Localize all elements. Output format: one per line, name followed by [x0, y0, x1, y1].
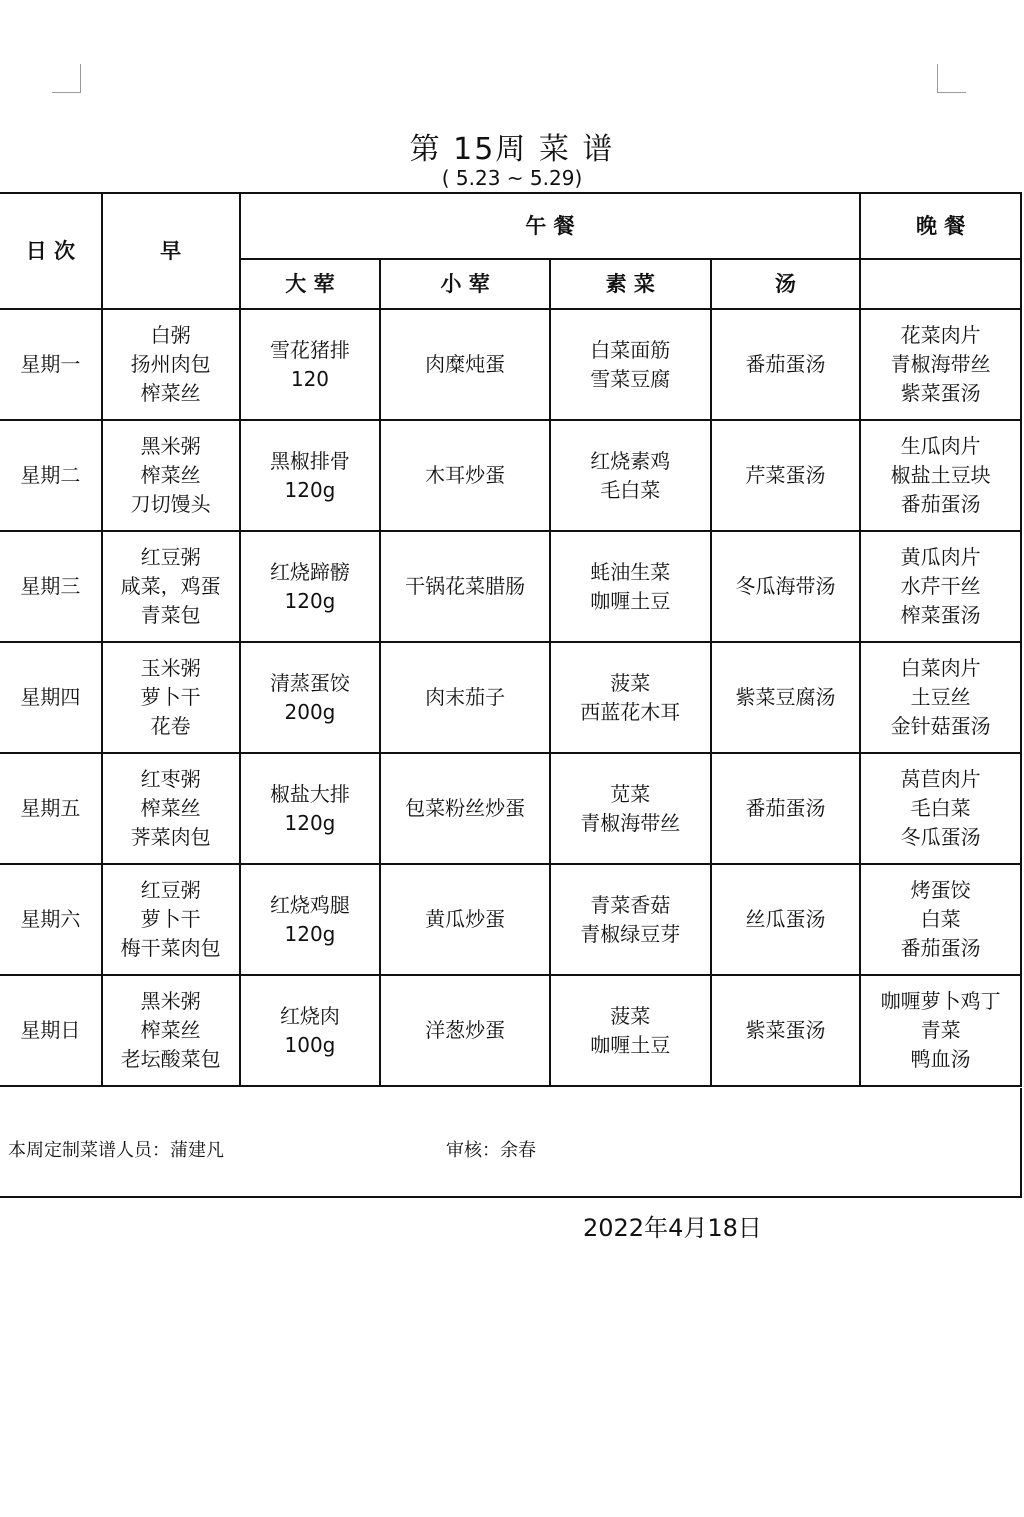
dish-line: 玉米粥 [140, 656, 201, 680]
menu-body [0, 309, 1021, 1086]
dinner-cell [860, 309, 1021, 420]
veg-cell [550, 753, 711, 864]
big-meat-cell [240, 309, 381, 420]
header-dinner-empty [860, 259, 1021, 309]
dish-line: 紫菜蛋汤 [900, 381, 981, 405]
dish-line: 番茄蛋汤 [900, 936, 981, 960]
big-meat-cell [240, 864, 381, 975]
dish-line: 毛白菜 [600, 477, 661, 502]
dish-line: 肉末茄子 [425, 685, 506, 709]
menu-row [0, 864, 1021, 975]
dinner-cell [860, 642, 1021, 753]
dish-line: 120g [284, 921, 336, 946]
dish-line: 100g [284, 1032, 336, 1057]
dish-line: 清蒸蛋饺 [269, 670, 350, 695]
dish-line: 菠菜 [610, 670, 651, 695]
day-cell: 星期四 [0, 642, 102, 753]
dish-line: 120g [284, 810, 336, 835]
menu-row [0, 642, 1021, 753]
menu-row [0, 531, 1021, 642]
small-meat-cell [380, 642, 550, 753]
dish-line: 咖喱土豆 [590, 588, 671, 613]
dish-line: 烤蛋饺 [910, 878, 971, 902]
small-meat-cell [380, 420, 550, 531]
dinner-cell [860, 420, 1021, 531]
breakfast-cell [102, 975, 240, 1086]
dish-line: 冬瓜海带汤 [735, 574, 836, 598]
dish-line: 番茄蛋汤 [745, 352, 826, 376]
dish-line: 苋菜 [610, 781, 651, 806]
dish-line: 菠菜 [610, 1003, 651, 1028]
menu-row [0, 309, 1021, 420]
dinner-cell [860, 975, 1021, 1086]
veg-cell [550, 531, 711, 642]
day-cell: 星期五 [0, 753, 102, 864]
dish-line: 120g [284, 588, 336, 613]
dish-line: 红烧蹄髈 [269, 559, 350, 584]
dish-line: 扬州肉包 [130, 352, 211, 376]
dish-line: 肉糜炖蛋 [425, 352, 506, 376]
dish-line: 黑椒排骨 [269, 448, 350, 473]
header-lunch: 午 餐 [240, 193, 861, 259]
small-meat-cell [380, 975, 550, 1086]
big-meat-cell [240, 531, 381, 642]
veg-cell [550, 309, 711, 420]
dish-line: 咖喱土豆 [590, 1032, 671, 1057]
dish-line: 紫菜豆腐汤 [735, 685, 836, 709]
small-meat-cell [380, 753, 550, 864]
dish-line: 毛白菜 [910, 796, 971, 820]
dish-line: 咸菜，鸡蛋 [120, 574, 221, 598]
dish-line: 西蓝花木耳 [580, 699, 681, 724]
dish-line: 榨菜丝 [140, 463, 201, 487]
dish-line: 萝卜干 [140, 685, 201, 709]
dish-line: 梅干菜肉包 [120, 936, 221, 960]
soup-cell [711, 753, 861, 864]
menu-row [0, 420, 1021, 531]
menu-row [0, 975, 1021, 1086]
veg-cell [550, 864, 711, 975]
big-meat-cell [240, 753, 381, 864]
dish-line: 青菜香菇 [590, 892, 671, 917]
breakfast-cell [102, 864, 240, 975]
breakfast-cell [102, 420, 240, 531]
big-meat-cell [240, 420, 381, 531]
menu-row [0, 753, 1021, 864]
dish-line: 包菜粉丝炒蛋 [405, 796, 526, 820]
dish-line: 青椒海带丝 [890, 352, 991, 376]
menu-table [0, 192, 1022, 1087]
day-cell: 星期二 [0, 420, 102, 531]
day-cell: 星期一 [0, 309, 102, 420]
dish-line: 紫菜蛋汤 [745, 1018, 826, 1042]
dish-line: 干锅花菜腊肠 [405, 574, 526, 598]
dish-line: 萝卜干 [140, 907, 201, 931]
dish-line: 椒盐大排 [269, 781, 350, 806]
dish-line: 黄瓜炒蛋 [425, 907, 506, 931]
dish-line: 红烧素鸡 [590, 448, 671, 473]
dish-line: 榨菜蛋汤 [900, 603, 981, 627]
header-dinner: 晚 餐 [860, 193, 1021, 259]
dish-line: 蚝油生菜 [590, 559, 671, 584]
header-small-meat: 小 荤 [380, 259, 550, 309]
page-title: 第 15周 菜 谱 [409, 132, 615, 167]
header-day: 日 次 [0, 193, 102, 309]
dish-line: 荠菜肉包 [130, 825, 211, 849]
soup-cell [711, 420, 861, 531]
day-cell: 星期日 [0, 975, 102, 1086]
dish-line: 红豆粥 [140, 878, 201, 902]
header-big-meat: 大 荤 [240, 259, 381, 309]
dish-line: 红豆粥 [140, 545, 201, 569]
dish-line: 红烧肉 [279, 1003, 340, 1028]
corner-mark-top-left [52, 64, 81, 93]
dish-line: 青菜 [920, 1018, 961, 1042]
dish-line: 洋葱炒蛋 [425, 1018, 506, 1042]
header-breakfast: 早 [102, 193, 240, 309]
dish-line: 黑米粥 [140, 989, 201, 1013]
issue-date: 2022年4月18日 [583, 1214, 762, 1242]
soup-cell [711, 642, 861, 753]
dish-line: 番茄蛋汤 [900, 492, 981, 516]
breakfast-cell [102, 309, 240, 420]
dish-line: 白粥 [150, 323, 191, 347]
dish-line: 雪菜豆腐 [590, 366, 671, 391]
soup-cell [711, 864, 861, 975]
dish-line: 120 [290, 366, 330, 391]
dish-line: 白菜面筋 [590, 337, 671, 362]
breakfast-cell [102, 531, 240, 642]
dinner-cell [860, 864, 1021, 975]
menu-maker: 本周定制菜谱人员：蒲建凡 [8, 1140, 224, 1161]
dish-line: 水芹干丝 [900, 574, 981, 598]
header-soup: 汤 [711, 259, 861, 309]
dish-line: 椒盐土豆块 [890, 463, 991, 487]
dish-line: 黑米粥 [140, 434, 201, 458]
dish-line: 榨菜丝 [140, 1018, 201, 1042]
day-cell: 星期六 [0, 864, 102, 975]
dinner-cell [860, 753, 1021, 864]
dish-line: 白菜 [920, 907, 961, 931]
small-meat-cell [380, 309, 550, 420]
day-cell: 星期三 [0, 531, 102, 642]
breakfast-cell [102, 753, 240, 864]
dish-line: 花卷 [150, 714, 191, 738]
dish-line: 老坛酸菜包 [120, 1047, 221, 1071]
dish-line: 丝瓜蛋汤 [745, 907, 826, 931]
dish-line: 金针菇蛋汤 [890, 714, 991, 738]
dish-line: 木耳炒蛋 [425, 463, 506, 487]
menu-reviewer: 审核：余春 [446, 1140, 536, 1161]
soup-cell [711, 975, 861, 1086]
soup-cell [711, 309, 861, 420]
dish-line: 榨菜丝 [140, 381, 201, 405]
date-range: ( 5.23 ~ 5.29) [441, 166, 583, 190]
big-meat-cell [240, 975, 381, 1086]
header-vegetable: 素 菜 [550, 259, 711, 309]
dish-line: 雪花猪排 [269, 337, 350, 362]
dish-line: 莴苣肉片 [900, 767, 981, 791]
dish-line: 生瓜肉片 [900, 434, 981, 458]
dish-line: 花菜肉片 [900, 323, 981, 347]
dish-line: 青菜包 [140, 603, 201, 627]
small-meat-cell [380, 531, 550, 642]
dinner-cell [860, 531, 1021, 642]
dish-line: 120g [284, 477, 336, 502]
dish-line: 青椒海带丝 [580, 810, 681, 835]
dish-line: 红烧鸡腿 [269, 892, 350, 917]
dish-line: 200g [284, 699, 336, 724]
dish-line: 白菜肉片 [900, 656, 981, 680]
dish-line: 刀切馒头 [130, 492, 211, 516]
dish-line: 鸭血汤 [910, 1047, 971, 1071]
dish-line: 咖喱萝卜鸡丁 [880, 989, 1001, 1013]
small-meat-cell [380, 864, 550, 975]
veg-cell [550, 420, 711, 531]
veg-cell [550, 975, 711, 1086]
dish-line: 黄瓜肉片 [900, 545, 981, 569]
corner-mark-top-right [937, 64, 966, 93]
dish-line: 芹菜蛋汤 [745, 463, 826, 487]
soup-cell [711, 531, 861, 642]
dish-line: 土豆丝 [910, 685, 971, 709]
dish-line: 青椒绿豆芽 [580, 921, 681, 946]
breakfast-cell [102, 642, 240, 753]
dish-line: 冬瓜蛋汤 [900, 825, 981, 849]
dish-line: 番茄蛋汤 [745, 796, 826, 820]
big-meat-cell [240, 642, 381, 753]
dish-line: 榨菜丝 [140, 796, 201, 820]
dish-line: 红枣粥 [140, 767, 201, 791]
veg-cell [550, 642, 711, 753]
